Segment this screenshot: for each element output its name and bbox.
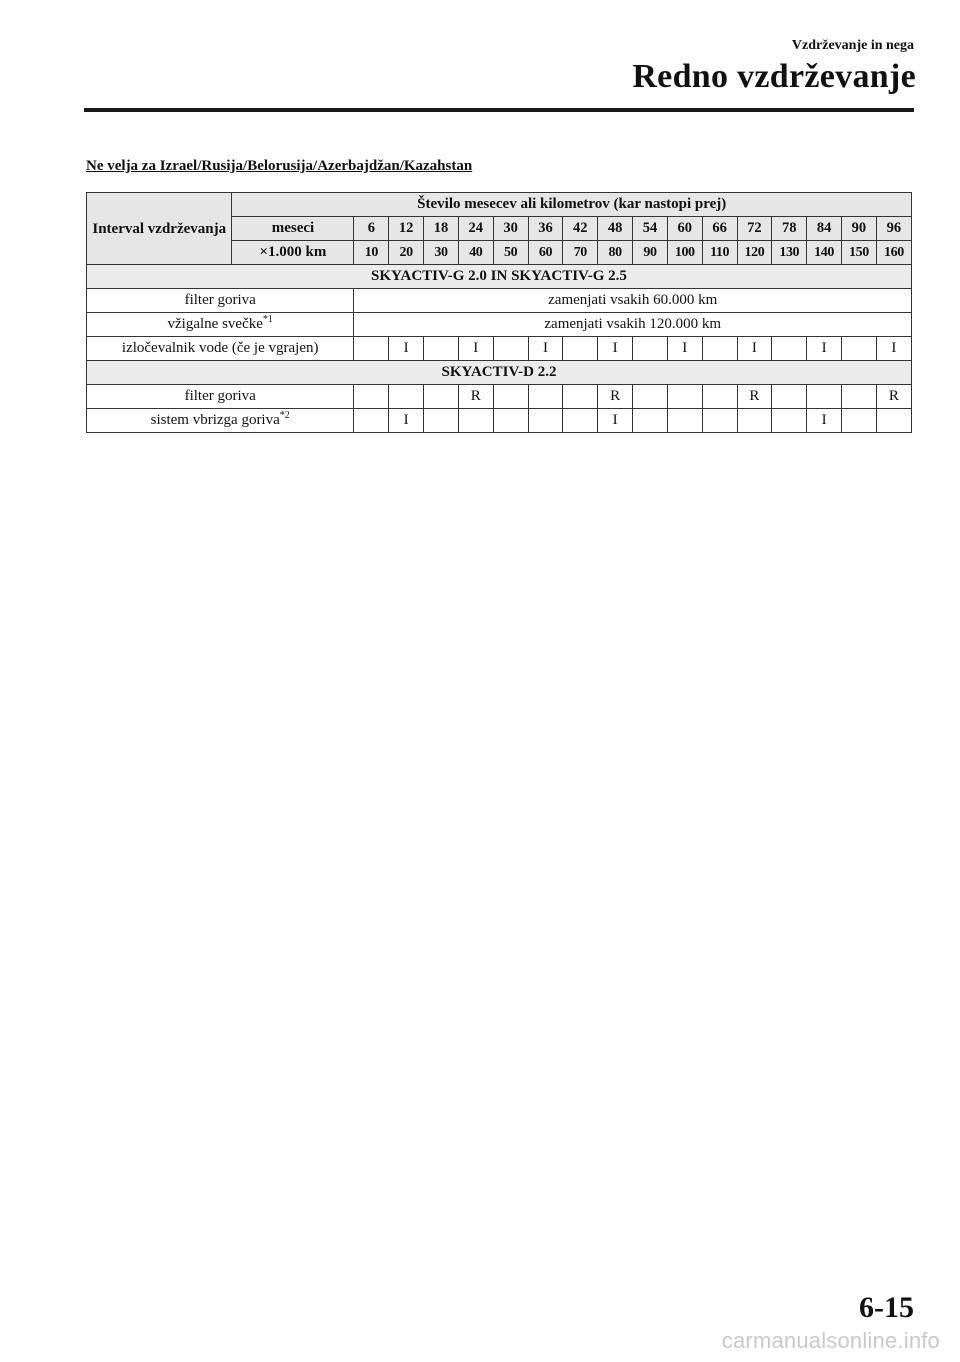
months-cell: 60 <box>667 217 702 241</box>
km-cell: 130 <box>772 241 807 265</box>
km-cell: 160 <box>876 241 911 265</box>
months-cell: 66 <box>702 217 737 241</box>
table-row <box>87 385 912 409</box>
schedule-cell <box>633 409 668 433</box>
months-cell: 12 <box>389 217 424 241</box>
section-title: SKYACTIV-D 2.2 <box>87 361 912 385</box>
section-row <box>87 265 912 289</box>
months-cell: 24 <box>458 217 493 241</box>
section-title: SKYACTIV-G 2.0 IN SKYACTIV-G 2.5 <box>87 265 912 289</box>
schedule-cell <box>633 337 668 361</box>
schedule-cell: R <box>876 385 911 409</box>
schedule-cell <box>424 337 459 361</box>
months-cell: 90 <box>842 217 877 241</box>
months-cell: 48 <box>598 217 633 241</box>
months-label: meseci <box>232 217 354 241</box>
merged-interval-cell: zamenjati vsakih 120.000 km <box>354 313 912 337</box>
schedule-cell <box>493 337 528 361</box>
schedule-cell <box>493 409 528 433</box>
schedule-cell <box>842 337 877 361</box>
km-cell: 80 <box>598 241 633 265</box>
schedule-cell <box>633 385 668 409</box>
footnote-marker: *2 <box>279 410 290 421</box>
table-row <box>87 409 912 433</box>
footnote-marker: *1 <box>262 314 273 325</box>
schedule-cell <box>458 409 493 433</box>
item-name-cell <box>87 409 354 433</box>
schedule-cell <box>389 385 424 409</box>
schedule-cell <box>842 385 877 409</box>
km-cell: 110 <box>702 241 737 265</box>
header-section-label: Vzdrževanje in nega <box>791 38 914 53</box>
page-number: 6-15 <box>859 1291 914 1324</box>
schedule-cell <box>493 385 528 409</box>
item-name-cell <box>87 337 354 361</box>
table-header-row-1 <box>87 193 912 217</box>
schedule-cell <box>424 409 459 433</box>
schedule-cell <box>876 409 911 433</box>
schedule-cell <box>528 409 563 433</box>
page-title: Redno vzdrževanje <box>632 58 916 95</box>
months-cell: 36 <box>528 217 563 241</box>
schedule-cell <box>563 385 598 409</box>
item-name: filter goriva <box>184 388 256 404</box>
schedule-cell: I <box>458 337 493 361</box>
months-cell: 96 <box>876 217 911 241</box>
schedule-cell <box>563 337 598 361</box>
item-name: vžigalne svečke <box>167 316 263 332</box>
region-heading: Ne velja za Izrael/Rusija/Belorusija/Azerbajdžan/Kazahstan <box>86 158 473 174</box>
header-rule <box>84 108 914 112</box>
schedule-cell <box>354 337 389 361</box>
months-cell: 6 <box>354 217 389 241</box>
section-row <box>87 361 912 385</box>
schedule-cell: I <box>389 337 424 361</box>
km-cell: 140 <box>807 241 842 265</box>
watermark: carmanualsonline.info <box>721 1328 940 1353</box>
schedule-cell <box>667 385 702 409</box>
merged-interval-cell: zamenjati vsakih 60.000 km <box>354 289 912 313</box>
km-cell: 70 <box>563 241 598 265</box>
schedule-cell <box>354 385 389 409</box>
schedule-cell: I <box>807 337 842 361</box>
item-name: izločevalnik vode (če je vgrajen) <box>121 340 319 356</box>
months-cell: 54 <box>633 217 668 241</box>
table-row <box>87 337 912 361</box>
schedule-cell: R <box>598 385 633 409</box>
schedule-cell: I <box>667 337 702 361</box>
schedule-cell <box>772 337 807 361</box>
schedule-cell: I <box>389 409 424 433</box>
table-row <box>87 313 912 337</box>
schedule-cell <box>528 385 563 409</box>
months-cell: 18 <box>424 217 459 241</box>
km-cell: 10 <box>354 241 389 265</box>
schedule-cell <box>563 409 598 433</box>
schedule-cell: R <box>737 385 772 409</box>
schedule-cell <box>842 409 877 433</box>
table-row <box>87 289 912 313</box>
schedule-cell <box>702 337 737 361</box>
km-cell: 120 <box>737 241 772 265</box>
km-cell: 20 <box>389 241 424 265</box>
schedule-cell <box>667 409 702 433</box>
interval-header: Interval vzdrževanja <box>87 193 232 265</box>
schedule-cell: R <box>458 385 493 409</box>
km-cell: 100 <box>667 241 702 265</box>
item-name-cell <box>87 313 354 337</box>
schedule-cell <box>772 409 807 433</box>
schedule-cell: I <box>528 337 563 361</box>
schedule-cell <box>354 409 389 433</box>
km-cell: 30 <box>424 241 459 265</box>
months-cell: 30 <box>493 217 528 241</box>
schedule-cell <box>772 385 807 409</box>
km-cell: 150 <box>842 241 877 265</box>
schedule-cell <box>702 385 737 409</box>
schedule-cell: I <box>807 409 842 433</box>
km-cell: 60 <box>528 241 563 265</box>
span-header: Število mesecev ali kilometrov (kar nastopi prej) <box>232 193 912 217</box>
schedule-cell: I <box>876 337 911 361</box>
months-cell: 42 <box>563 217 598 241</box>
schedule-cell: I <box>737 337 772 361</box>
schedule-cell: I <box>598 337 633 361</box>
schedule-cell <box>737 409 772 433</box>
item-name: filter goriva <box>184 292 256 308</box>
km-cell: 90 <box>633 241 668 265</box>
schedule-cell: I <box>598 409 633 433</box>
maintenance-schedule-table <box>86 192 912 433</box>
km-cell: 50 <box>493 241 528 265</box>
months-cell: 84 <box>807 217 842 241</box>
schedule-cell <box>424 385 459 409</box>
months-cell: 72 <box>737 217 772 241</box>
km-cell: 40 <box>458 241 493 265</box>
item-name-cell <box>87 385 354 409</box>
item-name-cell <box>87 289 354 313</box>
schedule-cell <box>807 385 842 409</box>
months-cell: 78 <box>772 217 807 241</box>
km-label: ×1.000 km <box>232 241 354 265</box>
schedule-cell <box>702 409 737 433</box>
item-name: sistem vbrizga goriva <box>150 412 280 428</box>
